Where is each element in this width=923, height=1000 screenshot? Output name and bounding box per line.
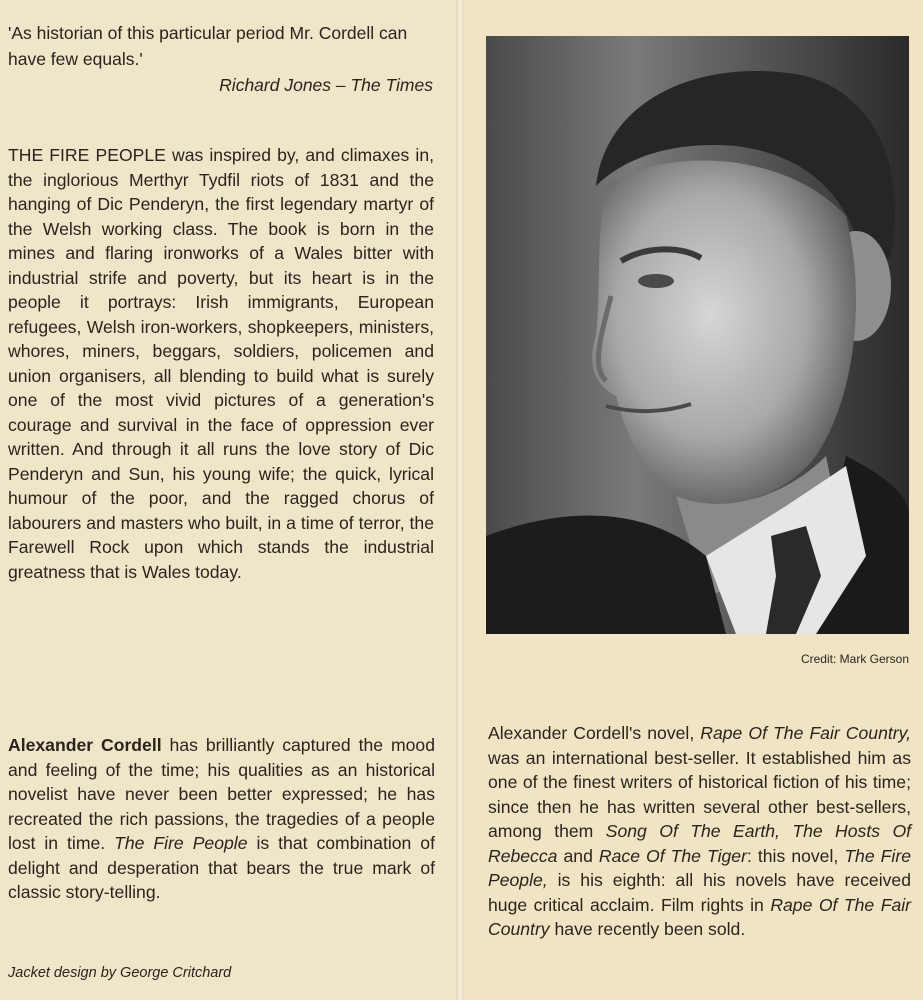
quote-attribution: Richard Jones – The Times <box>219 75 433 95</box>
book-blurb: THE FIRE PEOPLE was inspired by, and climaxes in, the inglorious Merthyr Tydfil riots of 1831 and the hanging of Dic Penderyn, the first legendary martyr of the Welsh working class. The book is born in the mines and flaring ironworks of a Wales bitter with industrial strife and poverty, but its heart is in the people it portrays: Irish immigrants, European refugees, Welsh iron-workers, shopkeepers, ministers, whores, miners, beggars, soldiers, policemen and union organisers, all blending to build what is surely one of the most vivid pictures of a generation's courage and survival in the face of oppression ever written. And through it all runs the love story of Dic Penderyn and Sun, his young wife; the quick, lyrical humour of the poor, and the ragged chorus of labourers and masters who built, in a time of terror, the Farewell Rock upon which stands the industrial greatness that is Wales today. <box>8 145 434 582</box>
author-biography <box>488 721 911 942</box>
bio-title-the-fire-people: The Fire People, <box>488 845 911 890</box>
author-portrait-image <box>486 36 909 634</box>
author-name: Alexander Cordell <box>8 735 162 755</box>
jacket-design-credit: Jacket design by George Critchard <box>8 965 232 981</box>
quote-text: 'As historian of this particular period Mr. Cordell can have few equals.' <box>8 23 408 69</box>
bio-text-1: Alexander Cordell's novel, <box>488 723 701 743</box>
bio-text-5: is his eighth: all his novels have received huge critical acclaim. Film rights in <box>488 870 911 915</box>
photo-credit: Credit: Mark Gerson <box>800 652 909 666</box>
bio-title-rape-of-the-fair-country-2: Rape Of The Fair Country <box>488 894 911 939</box>
author-summary-part2: is that combination of delight and desperation that bears the true mark of classic story-telling. <box>8 833 435 902</box>
bio-title-race-of-the-tiger: Race Of The Tiger <box>598 845 747 866</box>
bio-title-song-hosts: Song Of The Earth, The Hosts Of Rebecca <box>488 821 912 866</box>
bio-text-2: was an international best-seller. It established him as one of the finest writers of historical fiction of his time; since then he has written several other best-sellers, among them <box>488 747 911 841</box>
page-gutter <box>456 0 464 1000</box>
bio-text-4: : this novel, <box>746 845 845 866</box>
bio-title-rape-of-the-fair-country: Rape Of The Fair Country, <box>700 723 911 743</box>
book-title: The Fire People <box>114 833 248 853</box>
author-summary-part1: has brilliantly captured the mood and feeling of the time; his qualities as an historical novelist have never been better expressed; he has recreated the rich passions, the tragedies of a people lost in time. <box>8 735 435 853</box>
review-quote <box>8 20 433 98</box>
bio-text-3: and <box>557 845 599 866</box>
author-photo <box>486 36 909 634</box>
author-summary <box>8 733 435 905</box>
bio-text-6: have recently been sold. <box>549 919 746 939</box>
